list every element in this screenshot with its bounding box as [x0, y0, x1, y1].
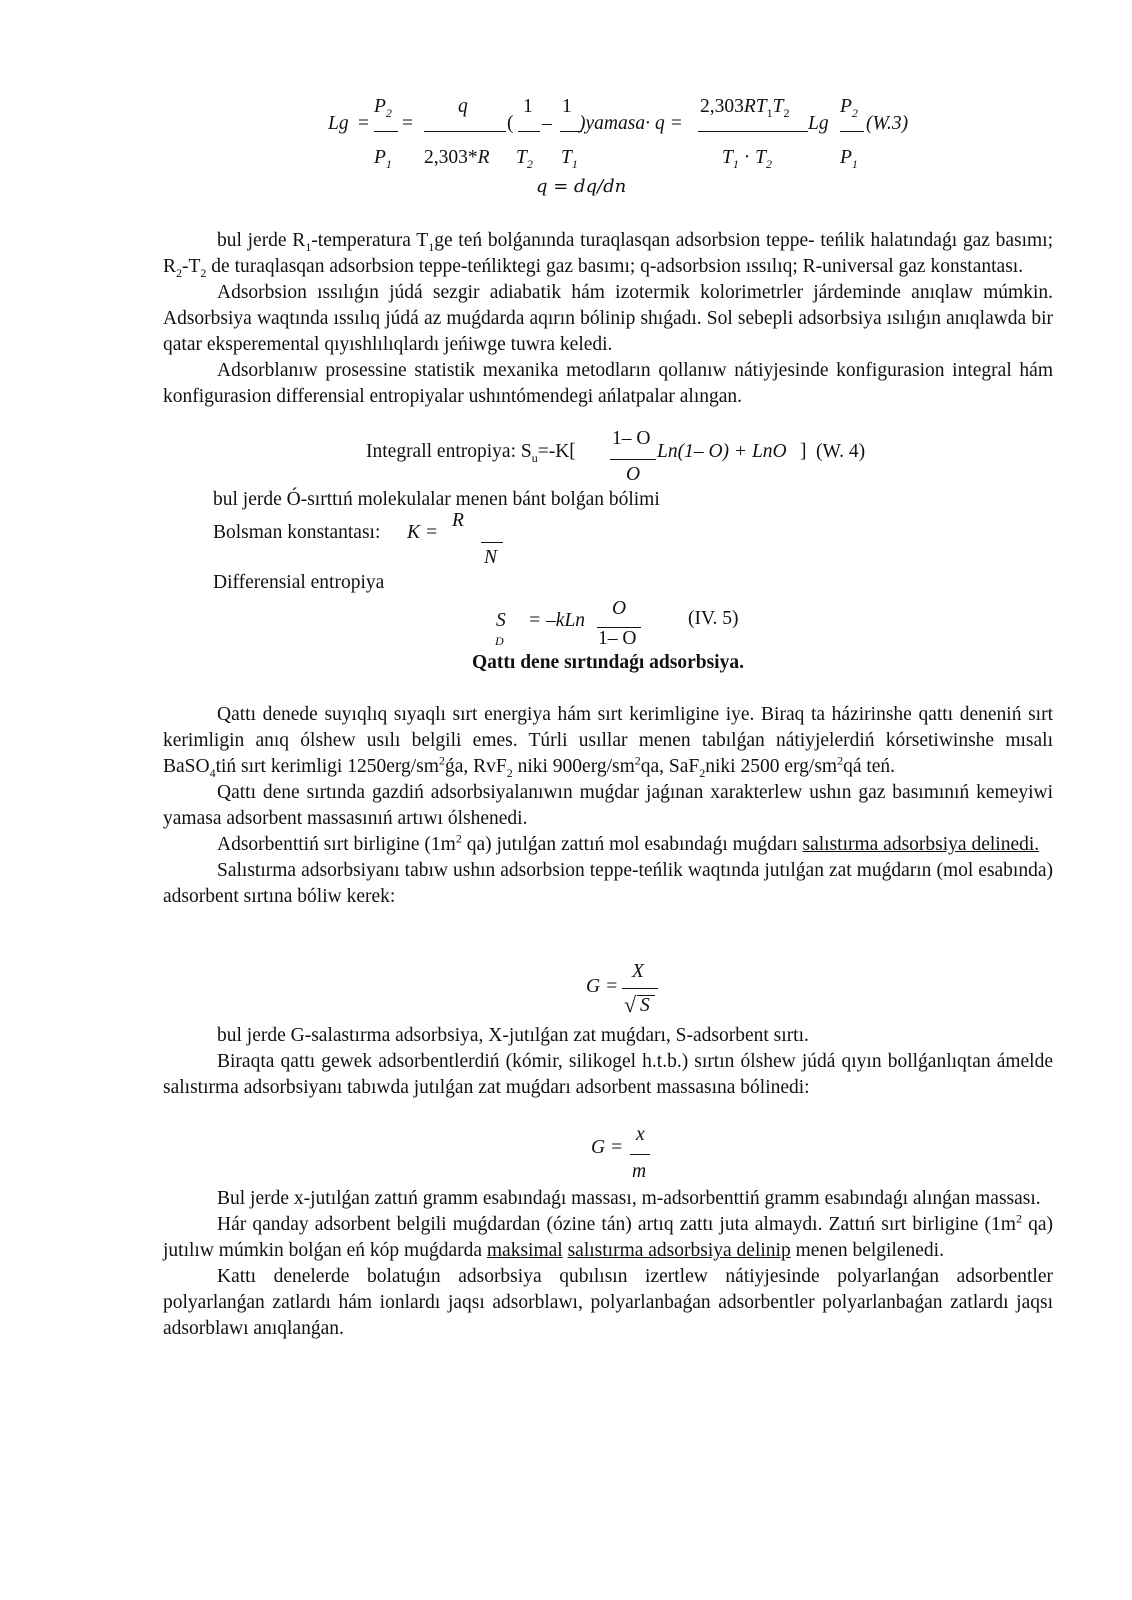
formula-bracket: ]	[800, 441, 807, 462]
fraction-denominator-t2: $T_2$	[516, 147, 533, 171]
fraction-numerator: 1– O	[612, 428, 651, 449]
paragraph: Adsorbenttiń sırt birligine ($1m^2$ qa) jutılǵan zattıń mol esabındaǵı muǵdarı salıstırma adsorbsiya delinedi.	[217, 831, 1040, 855]
paragraph: bul jerde $R_1$-temperatura $T_1ge$ teń bolǵanında turaqlasqan adsorbsion teppe- teńlik halatındaǵı gaz basımı; $R_2-T_2$ de turaqlasqan adsorbsion teppe-teńliktegi gaz basımı; q-adsorbsion ıssılıq; R-universal gaz konstantası.	[163, 230, 1053, 280]
fraction-numerator-rt: $2,303RT_1T_2$	[700, 96, 790, 120]
formula-body: = –kLn	[528, 610, 586, 631]
paragraph: Bul jerde x-jutılǵan zattıń gramm esabındaǵı massası, m-adsorbenttiń gramm esabındaǵı alınǵan massası.	[217, 1188, 1041, 1209]
formula-s-subscript: D	[495, 634, 504, 648]
fraction-denominator-t1: $T_1$	[561, 147, 578, 171]
paragraph: Adsorblanıw prosessine statistik mexanika metodların qollanıw nátiyjesinde konfigurasion integral hám konfigurasion differensial entropiyalar ushıntómendegi ańlatpalar alıngan.	[163, 360, 1053, 407]
fraction-numerator-q: q	[458, 96, 468, 117]
fraction-bar	[481, 542, 503, 543]
formula-s: S	[496, 610, 506, 631]
fraction-bar	[622, 988, 658, 989]
fraction-numerator-one: 1	[523, 96, 533, 117]
formula-k-equals: K =	[407, 522, 439, 543]
text-block-2	[163, 702, 1053, 910]
fraction-denominator: S	[640, 995, 650, 1016]
bolsman-label: Bolsman konstantası:	[213, 522, 381, 543]
fraction-denominator: m	[632, 1161, 647, 1182]
paragraph: Kattı denelerde bolatuǵın adsorbsiya qubılısın izertlew nátiyjesinde polyarlanǵan adsorbentler polyarlanǵan zatlardı hám ionlardı jaqsı adsorblawı, polyarlanbaǵan adsorbentler polyarlanbaǵan zatlardı jaqsı adsorblawı anıqlanǵan.	[163, 1266, 1053, 1339]
formula-label: (W. 4)	[816, 441, 866, 462]
text-block-3	[163, 1023, 1053, 1101]
fraction-bar	[374, 131, 398, 132]
fraction-numerator: O	[612, 598, 627, 619]
fraction-bar	[698, 131, 808, 132]
fraction-denominator-p1: $P_1$	[374, 147, 392, 171]
formula-label: (W.3)	[866, 113, 909, 134]
fraction-numerator-p2: $P_2$	[840, 96, 858, 120]
fraction-bar	[424, 131, 506, 132]
formula-q-equals: q =	[655, 113, 683, 134]
fraction-numerator: x	[636, 1124, 645, 1145]
formula-q-dq-dn: q = dq/dn	[536, 176, 627, 197]
text-line: Differensial entropiya	[213, 572, 385, 593]
fraction-numerator: R	[452, 510, 464, 531]
formula-equals: =	[358, 113, 369, 134]
formula-equals: =	[402, 113, 413, 134]
paragraph: Qattı dene sırtında gazdiń adsorbsiyalanıwın muǵdar jaǵınan xarakterlew ushın gaz basımınıń kemeyiwi yamasa adsorbent massasınıń artıwı ólshenedi.	[163, 782, 1053, 829]
paragraph: Biraqta qattı gewek adsorbentlerdiń (kómir, silikogel h.t.b.) sırtın ólshew júdá qıyın bollǵanlıqtan ámelde salıstırma adsorbsiyanı tabıwda jutılǵan zat muǵdarı adsorbent massasına bólinedi:	[163, 1051, 1053, 1098]
text-block-1	[163, 228, 1053, 410]
paragraph: Qattı denede suyıqlıq sıyaqlı sırt energiya hám sırt kerimligine iye. Biraq ta házirinshe qattı deneniń sırt kerimligin anıq ólshew usılı belgili emes. Túrli usıllar menen tabılǵan nátiyjelerdiń kórsetiwinshe mısalı BaSO$_4$tiń sırt kerimligi $1250erg/sm^2ǵa$, RvF$_2$ niki $900erg/sm^2qa$, SaF$_2$niki 2500 erg/$sm^2qá$ teń.	[163, 704, 1053, 780]
formula-g-equals: G =	[586, 976, 619, 997]
fraction-bar	[518, 131, 540, 132]
formula-lg: Lg	[328, 113, 349, 134]
sqrt-icon: √	[624, 992, 637, 1017]
section-heading: Qattı dene sırtındaǵı adsorbsiya.	[472, 652, 744, 673]
fraction-denominator-p1: $P_1$	[840, 147, 858, 171]
formula-prefix: Integrall entropiya: $S_u=-K$[	[366, 441, 576, 465]
paragraph: Salıstırma adsorbsiyanı tabıw ushın adsorbsion teppe-teńlik waqtında jutılǵan zat muǵdarın (mol esabında) adsorbent sırtına bóliw kerek:	[163, 860, 1053, 907]
formula-minus: –	[542, 113, 552, 134]
fraction-denominator: 1– O	[598, 628, 637, 649]
formula-lg: Lg	[808, 113, 829, 134]
fraction-bar	[630, 1154, 650, 1155]
text-block-4	[163, 1186, 1053, 1342]
fraction-denominator-t1t2: $T_1 \cdot T_2$	[722, 147, 772, 171]
paragraph: Adsorbsion ıssılıǵın júdá sezgir adiabatik hám izotermik kolorimetrler járdeminde anıqlaw múmkin. Adsorbsiya waqtında ıssılıq júdá az muǵdarda aqırın bólinip shıǵadı. Sol sebepli adsorbsiya ısılıǵın anıqlawda bir qatar eksperemental qıyıshlılıqlardı jeńiwge tuwra keledi.	[163, 282, 1053, 355]
formula-label: (IV. 5)	[688, 608, 739, 629]
formula-body: Ln(1– O) + LnO	[657, 441, 787, 462]
fraction-bar	[610, 459, 656, 460]
formula-yamasa: )yamasa·	[579, 113, 650, 134]
fraction-denominator: O	[626, 464, 641, 485]
fraction-numerator-one: 1	[562, 96, 572, 117]
fraction-denominator-const: 2,303*R	[424, 147, 490, 168]
fraction-numerator-p2: $P_2$	[374, 96, 392, 120]
formula-paren: (	[507, 113, 514, 134]
fraction-bar	[840, 131, 864, 132]
formula-g-equals: G =	[591, 1137, 624, 1158]
fraction-numerator: X	[632, 961, 644, 982]
paragraph: Hár qanday adsorbent belgili muǵdardan (ózine tán) artıq zattı juta almaydı. Zattıń sırt birligine ($1m^2$ qa) jutılıw múmkin bolǵan eń kóp muǵdarda maksimal salıstırma adsorbsiya delinip menen belgilenedi.	[163, 1211, 1053, 1261]
paragraph: bul jerde G-salastırma adsorbsiya, X-jutılǵan zat muǵdarı, S-adsorbent sırtı.	[217, 1025, 809, 1046]
text-line: bul jerde Ó-sırttıń molekulalar menen bánt bolǵan bólimi	[213, 489, 660, 510]
fraction-denominator: N	[484, 547, 498, 568]
